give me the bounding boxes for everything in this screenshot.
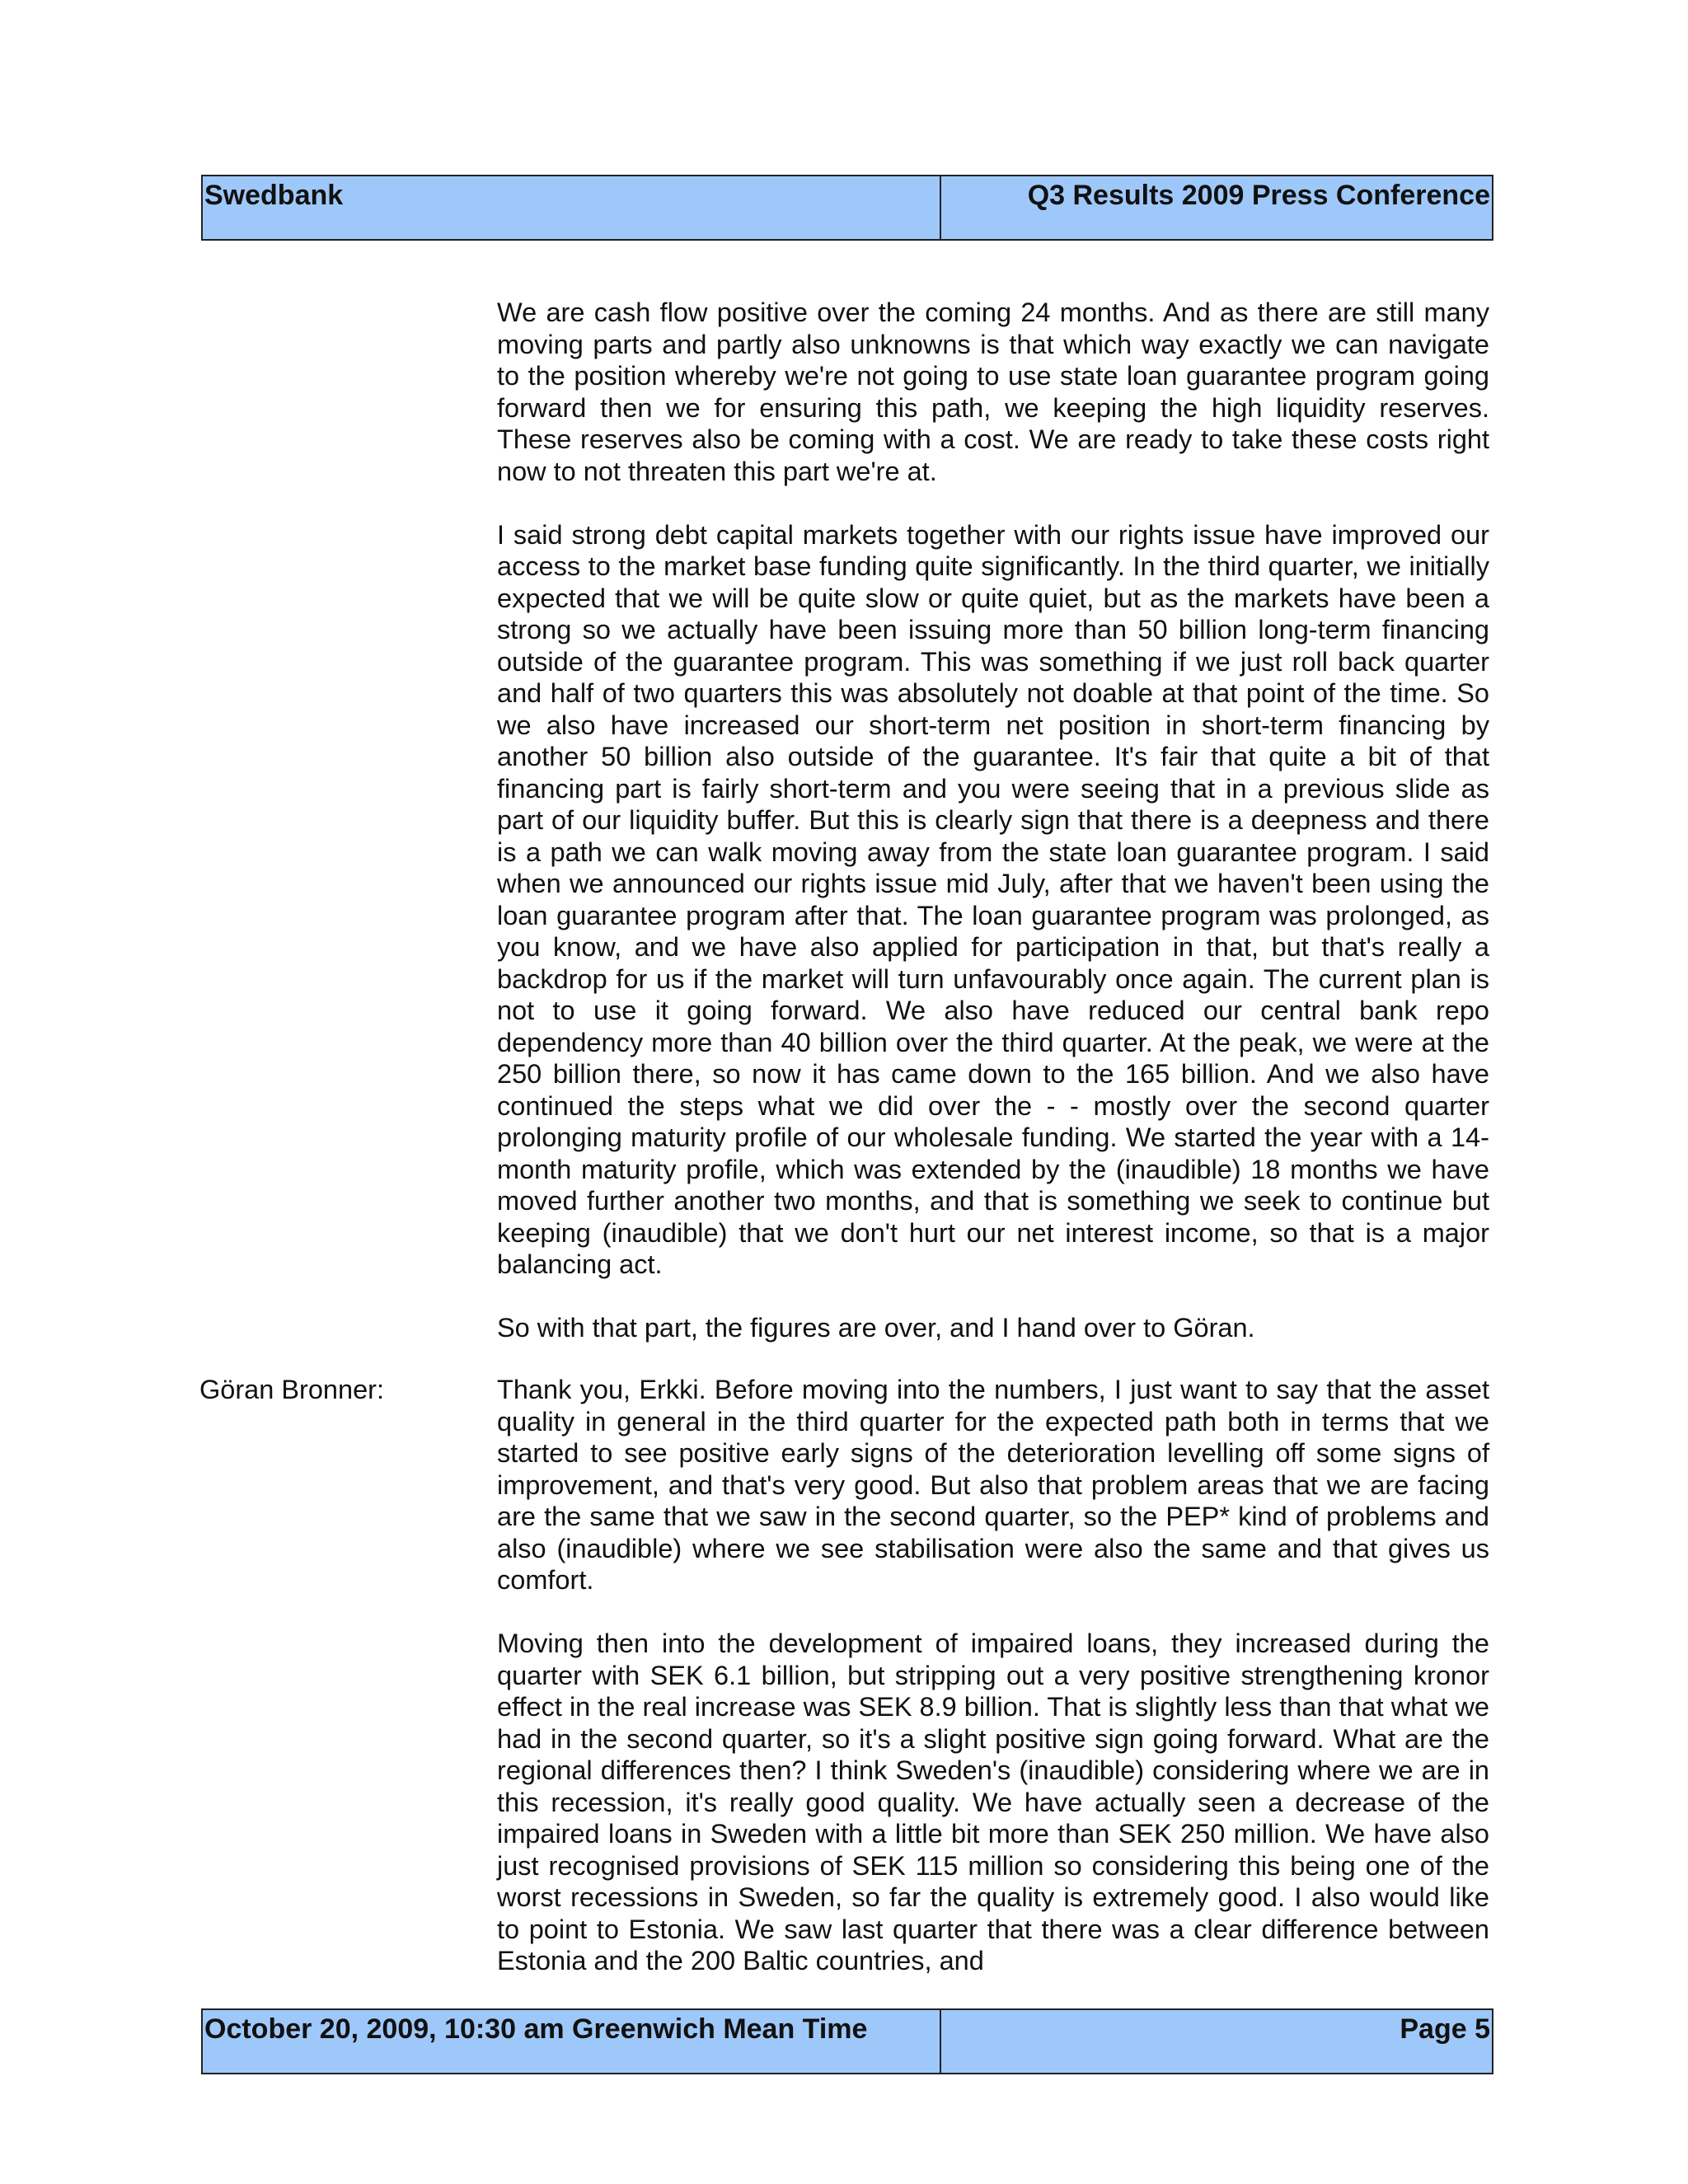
transcript-paragraph: I said strong debt capital markets together with our rights issue have improved our access to the market base funding quite significantly. In the third quarter, we initially expected that we will be quite slow or quite quiet, but as the markets have been a strong so we actually have been issuing more than 50 billion long-term financing outside of the guarantee program. This was something if we just roll back quarter and half of two quarters this was absolutely not doable at that point of the time. So we also have increased our short-term net position in short-term financing by another 50 billion also outside of the guarantee. It's fair that quite a bit of that financing part is fairly short-term and you were seeing that in a previous slide as part of our liquidity buffer. But this is clearly sign that there is a deepness and there is a path we can walk moving away from the state loan guarantee program. I said when we announced our rights issue mid July, after that we haven't been using the loan guarantee program after that. The loan guarantee program was prolonged, as you know, and we have also applied for participation in that, but that's really a backdrop for us if the market will turn unfavourably once again. The current plan is not to use it going forward. We also have reduced our central bank repo dependency more than 40 billion over the third quarter. At the peak, we were at the 250 billion there, so now it has came down to the 165 billion. And we also have continued the steps what we did over the - - mostly over the second quarter prolonging maturity profile of our wholesale funding. We started the year with a 14-month maturity profile, which was extended by the (inaudible) 18 months we have moved further another two months, and that is something we seek to continue but keeping (inaudible) that we don't hurt our net interest income, so that is a major balancing act. <box>497 519 1489 1279</box>
transcript-block-speaker <box>497 1374 1489 2008</box>
page-header <box>201 175 1493 241</box>
transcript-paragraph: So with that part, the figures are over, and I hand over to Göran. <box>497 1313 1255 1343</box>
page-footer <box>201 2008 1493 2074</box>
footer-page-number: Page 5 <box>1400 2013 1490 2045</box>
transcript-paragraph: We are cash flow positive over the coming 24 months. And as there are still many moving parts and partly also unknowns is that which way exactly we can navigate to the position whereby we're not going to use state loan guarantee program going forward then we for ensuring this path, we keeping the high liquidity reserves. These reserves also be coming with a cost. We are ready to take these costs right now to not threaten this part we're at. <box>497 298 1489 486</box>
header-event-title: Q3 Results 2009 Press Conference <box>1027 180 1490 211</box>
footer-date-time: October 20, 2009, 10:30 am Greenwich Mean Time <box>203 2010 941 2073</box>
transcript-block-continued <box>497 297 1489 1376</box>
transcript-paragraph: Thank you, Erkki. Before moving into the numbers, I just want to say that the asset quality in general in the third quarter for the expected path both in terms that we started to see positive early signs of the deterioration levelling off some signs of improvement, and that's very good. But also that problem areas that we are facing are the same that we saw in the second quarter, so the PEP* kind of problems and also (inaudible) where we see stabilisation were also the same and that gives us comfort. <box>497 1375 1489 1595</box>
header-company: Swedbank <box>203 176 941 239</box>
transcript-paragraph: Moving then into the development of impaired loans, they increased during the quarter with SEK 6.1 billion, but stripping out a very positive strengthening kronor effect in the real increase was SEK 8.9 billion. That is slightly less than that what we had in the second quarter, so it's a slight positive sign going forward. What are the regional differences then? I think Sweden's (inaudible) considering where we are in this recession, it's really good quality. We have actually seen a decrease of the impaired loans in Sweden with a little bit more than SEK 250 million. We have also just recognised provisions of SEK 115 million so considering this being one of the worst recessions in Sweden, so far the quality is extremely good. I also would like to point to Estonia. We saw last quarter that there was a clear difference between Estonia and the 200 Baltic countries, and <box>497 1629 1489 1975</box>
speaker-name: Göran Bronner: <box>199 1375 385 1404</box>
